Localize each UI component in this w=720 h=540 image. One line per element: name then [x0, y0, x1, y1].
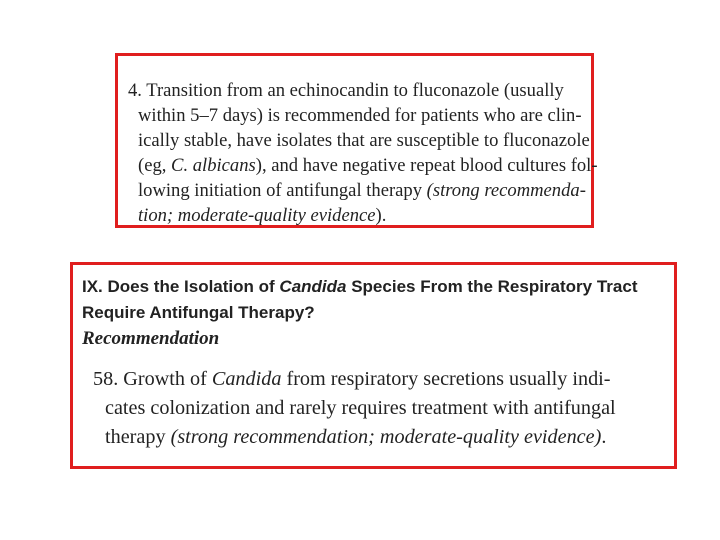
evidence-grade-end: tion; moderate-quality evidence: [138, 205, 376, 226]
section-heading-line-1: [82, 277, 637, 297]
item-4-line-4-pre: (eg,: [138, 155, 172, 176]
item-58-line-3-post: .: [601, 426, 607, 448]
item-4-line-2: [138, 105, 582, 127]
item-58-line-3-pre: therapy: [105, 426, 171, 448]
item-58-line-1: [93, 368, 611, 391]
item-4-line-3: [138, 130, 590, 152]
recommendation-subheading: [82, 328, 219, 350]
section-ix-box: [70, 262, 677, 469]
heading-pre: IX. Does the Isolation of: [82, 277, 280, 296]
item-4-line-1-text: 4. Transition from an echinocandin to fluconazole (usually: [128, 80, 564, 101]
heading-post: Species From the Respiratory Tract: [346, 277, 638, 296]
item-58-line-1-pre: 58. Growth of: [93, 368, 212, 390]
item-4-line-4: [138, 155, 598, 177]
item-58-line-1-post: from respiratory secretions usually indi-: [281, 368, 611, 390]
item-4-line-6-post: ).: [375, 205, 387, 226]
item-4-line-5: [138, 180, 586, 202]
evidence-grade-start: (strong recommenda-: [426, 180, 586, 201]
recommendation-4-box: [115, 53, 598, 228]
heading-line-2-text: Require Antifungal Therapy?: [82, 303, 315, 322]
item-4-line-4-post: ), and have negative repeat blood cultures fol-: [255, 155, 598, 176]
section-heading-line-2: [82, 303, 315, 323]
item-4-line-3-text: ically stable, have isolates that are susceptible to fluconazole: [138, 130, 590, 151]
subheading-text: Recommendation: [82, 328, 220, 349]
item-4-line-5-pre: lowing initiation of antifungal therapy: [138, 180, 427, 201]
item-58-line-2-text: cates colonization and rarely requires treatment with antifungal: [105, 397, 616, 419]
item-58-line-3: [105, 426, 606, 449]
item-4-line-1: [128, 80, 564, 102]
heading-genus: Candida: [279, 277, 347, 296]
item-4-line-2-text: within 5–7 days) is recommended for patients who are clin-: [138, 105, 582, 126]
item-4-line-6: [138, 205, 386, 227]
evidence-grade: (strong recommendation; moderate-quality evidence): [170, 426, 602, 448]
item-58-line-2: [105, 397, 616, 420]
species-name: C. albicans: [171, 155, 256, 176]
genus-name: Candida: [211, 368, 282, 390]
